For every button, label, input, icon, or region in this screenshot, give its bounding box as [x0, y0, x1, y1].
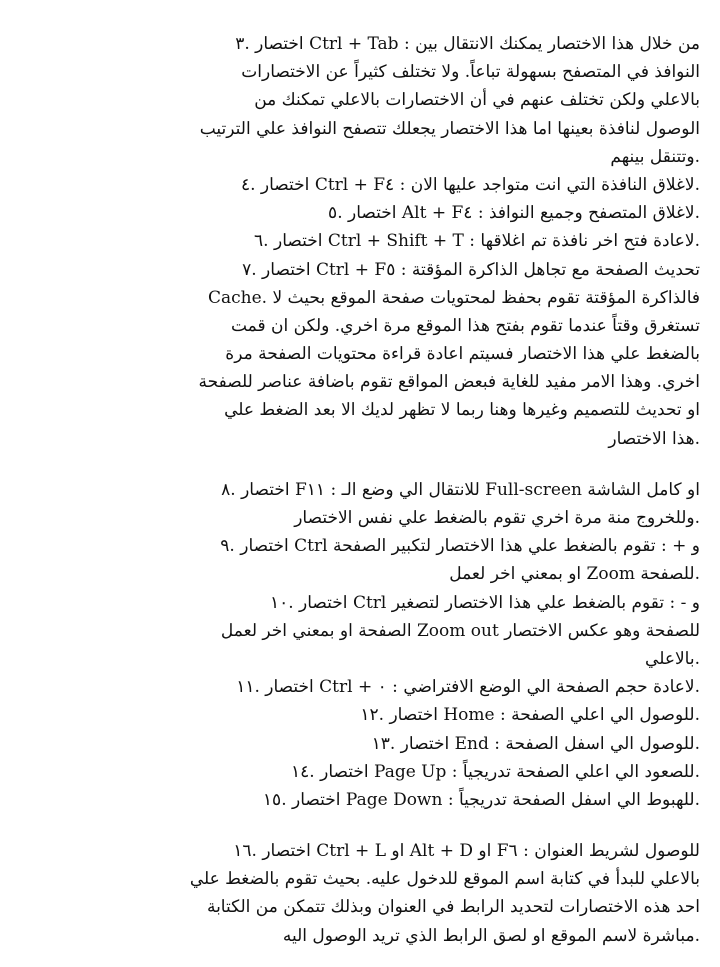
- text-line: احد هذه الاختصارات لتحديد الرابط في العنوان وبذلك تتمكن من الكتابة: [206, 897, 700, 918]
- text-line: .وللخروج منة مرة اخري تقوم بالضغط علي نفس الاختصار: [294, 508, 700, 528]
- text-line: من خلال هذا الاختصار يمكنك الانتقال بين : Ctrl + Tab اختصار .٣: [235, 34, 700, 54]
- text-line: .للصعود الي اعلي الصفحة تدريجياً : Page Up اختصار .١٤: [291, 761, 700, 782]
- text-line: .لاعادة حجم الصفحة الي الوضع الافتراضي : ٠ + Ctrl اختصار .١١: [236, 677, 700, 698]
- text-line: تستغرق وقتاً عندما تقوم بفتح هذا الموقع مرة اخري. ولكن ان قمت: [230, 315, 700, 336]
- text-line: .لاغلاق المتصفح وجميع النوافذ : Alt + F٤ اختصار .٥: [328, 203, 700, 224]
- text-line: تحديث الصفحة مع تجاهل الذاكرة المؤقتة : Ctrl + F٥ اختصار .٧: [242, 259, 700, 280]
- text-line: النوافذ في المتصفح بسهولة تباعاً. ولا تختلف كثيراً عن الاختصارات: [241, 62, 700, 83]
- text-line: .للوصول الي اسفل الصفحة : End اختصار .١٣: [371, 733, 700, 754]
- text-line: بالاعلي ولكن تختلف عنهم في أن الاختصارات بالاعلي تمكنك من: [254, 90, 700, 111]
- paragraph-gap: [60, 814, 700, 837]
- text-line: .للهبوط الي اسفل الصفحة تدريجياً : Page Down اختصار .١٥: [262, 789, 700, 810]
- text-line: .وتتنقل بينهم: [610, 146, 700, 167]
- text-line: للصفحة وهو عكس الاختصار Zoom out الصفحة او بمعني اخر لعمل: [220, 620, 700, 641]
- text-line: .لاعادة فتح اخر نافذة تم اغلاقها : Ctrl + Shift + T اختصار .٦: [254, 231, 700, 252]
- text-line: بالضغط علي هذا الاختصار فسيتم اعادة قراءة محتويات الصفحة مرة: [225, 344, 700, 365]
- text-line: بالاعلي للبدأ في كتابة اسم الموقع للدخول عليه. بحيث تقوم بالضغط علي: [189, 869, 700, 890]
- text-line: و - : تقوم بالضغط علي هذا الاختصار لتصغير Ctrl اختصار .١٠: [269, 592, 700, 613]
- text-line: او تحديث للتصميم وغيرها وهنا ربما لا تظهر لديك الا بعد الضغط علي: [224, 400, 700, 421]
- text-line: و + : تقوم بالضغط علي هذا الاختصار لتكبير الصفحة Ctrl اختصار .٩: [220, 536, 700, 557]
- document-page: [60, 30, 700, 950]
- text-line: .مباشرة لاسم الموقع او لصق الرابط الذي تريد الوصول اليه: [282, 925, 700, 946]
- text-line: للوصول لشريط العنوان : F٦ او Alt + D او Ctrl + L اختصار .١٦: [233, 841, 700, 862]
- paragraph-gap: [60, 453, 700, 476]
- text-line: اخري. وهذا الامر مفيد للغاية فبعض المواقع تقوم باضافة عناصر للصفحة: [198, 372, 700, 393]
- text-line: فالذاكرة المؤقتة تقوم بحفظ لمحتويات صفحة الموقع بحيث لا .Cache: [207, 287, 700, 308]
- text-line: الوصول لنافذة بعينها اما هذا الاختصار يجعلك تتصفح النوافذ علي الترتيب: [199, 118, 700, 139]
- text-line: او كامل الشاشة Full-screen للانتقال الي وضع الـ : F١١ اختصار .٨: [221, 479, 700, 500]
- text-line: .للوصول الي اعلي الصفحة : Home اختصار .١٢: [360, 705, 700, 726]
- text-line: .هذا الاختصار: [608, 428, 700, 449]
- text-line: .بالاعلي: [645, 648, 700, 669]
- text-line: .لاغلاق النافذة التي انت متواجد عليها الان : Ctrl + F٤ اختصار .٤: [240, 174, 700, 195]
- text-line: .للصفحة Zoom او بمعني اخر لعمل: [449, 564, 700, 585]
